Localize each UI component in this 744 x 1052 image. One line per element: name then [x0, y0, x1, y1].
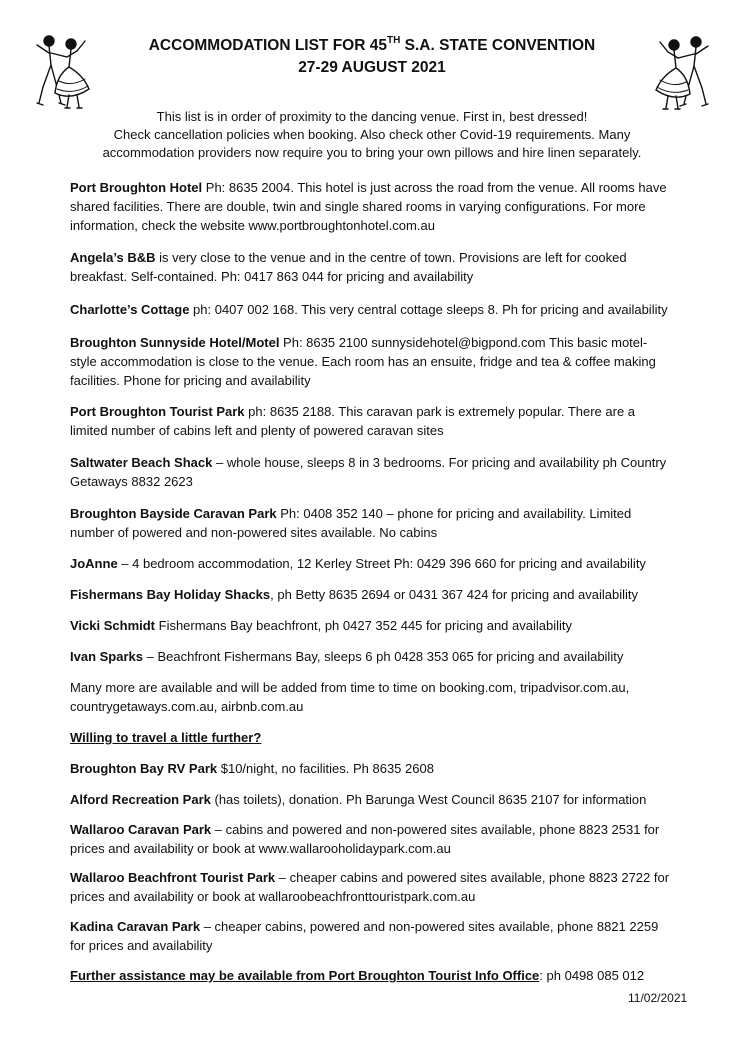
entry-text: for prices and availability: [70, 938, 213, 953]
entry-alford-recreation-park: [70, 790, 698, 809]
entry-name: Broughton Bay RV Park: [70, 761, 218, 776]
entry-name: Kadina Caravan Park: [70, 919, 201, 934]
entry-text: – cheaper cabins, powered and non-powered sites available, phone 8821 2259: [200, 919, 659, 934]
entry-text: limited number of cabins left and plenty of powered caravan sites: [70, 423, 444, 438]
entry-wallaroo-caravan-park: [70, 820, 698, 858]
entry-name: Wallaroo Caravan Park: [70, 822, 212, 837]
square-dancers-illustration-right: [652, 32, 718, 112]
entry-text: is very close to the venue and in the centre of town. Provisions are left for cooked: [155, 250, 627, 265]
entry-text: Getaways 8832 2623: [70, 474, 193, 489]
entry-name: Angela’s B&B: [70, 250, 156, 265]
section-heading: Willing to travel a little further?: [70, 730, 262, 745]
assistance-note: [70, 966, 698, 985]
entry-port-broughton-tourist-park: [70, 402, 698, 440]
entry-name: JoAnne: [70, 556, 118, 571]
intro-line: This list is in order of proximity to the dancing venue. First in, best dressed!: [156, 109, 588, 124]
entry-text: Ph: 8635 2004. This hotel is just across the road from the venue. All rooms have: [202, 180, 667, 195]
entry-broughton-bay-rv-park: [70, 759, 698, 778]
entry-name: Broughton Bayside Caravan Park: [70, 506, 277, 521]
entry-text: breakfast. Self-contained. Ph: 0417 863 044 for pricing and availability: [70, 269, 474, 284]
entry-text: – whole house, sleeps 8 in 3 bedrooms. For pricing and availability ph Country: [212, 455, 667, 470]
entry-text: Ph: 8635 2100 sunnysidehotel@bigpond.com This basic motel-: [279, 335, 648, 350]
title-text: ACCOMMODATION LIST FOR 45: [148, 37, 387, 54]
entry-name: Charlotte’s Cottage: [70, 302, 190, 317]
entry-text: (has toilets), donation. Ph Barunga West Council 8635 2107 for information: [210, 792, 647, 807]
entry-text: style accommodation is close to the venue. Each room has an ensuite, fridge and tea & coffee making: [70, 354, 656, 369]
entry-text: Fishermans Bay beachfront, ph 0427 352 445 for pricing and availability: [155, 618, 572, 633]
entry-text: ph: 0407 002 168. This very central cottage sleeps 8. Ph for pricing and availability: [189, 302, 668, 317]
more-available-note: [70, 678, 698, 716]
note-text: countrygetaways.com.au, airbnb.com.au: [70, 699, 304, 714]
assistance-text: : ph 0498 085 012: [539, 968, 645, 983]
title-text-end: S.A. STATE CONVENTION: [400, 37, 596, 54]
entry-name: Fishermans Bay Holiday Shacks: [70, 587, 271, 602]
document-date: 11/02/2021: [628, 991, 688, 1005]
entry-broughton-sunnyside: [70, 333, 698, 390]
further-section-heading: [70, 728, 698, 747]
entry-vicki-schmidt: [70, 616, 698, 635]
convention-dates: 27-29 AUGUST 2021: [298, 59, 446, 76]
note-text: Many more are available and will be added from time to time on booking.com, tripadvisor.com.au,: [70, 680, 630, 695]
entry-text: – Beachfront Fishermans Bay, sleeps 6 ph 0428 353 065 for pricing and availability: [143, 649, 624, 664]
entry-name: Ivan Sparks: [70, 649, 143, 664]
entry-text: ph: 8635 2188. This caravan park is extremely popular. There are a: [244, 404, 636, 419]
square-dancers-illustration-left: [27, 31, 93, 111]
entry-name: Port Broughton Hotel: [70, 180, 203, 195]
entry-text: information, check the website www.portbroughtonhotel.com.au: [70, 218, 435, 233]
entry-name: Saltwater Beach Shack: [70, 455, 213, 470]
entry-kadina-caravan-park: [70, 917, 698, 955]
entry-broughton-bayside: [70, 504, 698, 542]
entry-port-broughton-hotel: [70, 178, 698, 235]
entry-text: – cabins and powered and non-powered sites available, phone 8823 2531 for: [211, 822, 660, 837]
entry-angelas-bnb: [70, 248, 698, 286]
entry-text: – cheaper cabins and powered sites available, phone 8823 2722 for: [275, 870, 670, 885]
entry-text: prices and availability or book at wallaroobeachfronttouristpark.com.au: [70, 889, 476, 904]
assistance-label: Further assistance may be available from Port Broughton Tourist Info Office: [70, 968, 540, 983]
entry-text: facilities. Phone for pricing and availability: [70, 373, 311, 388]
entry-name: Wallaroo Beachfront Tourist Park: [70, 870, 276, 885]
entry-text: shared facilities. There are double, twin and single shared rooms in varying configurations. For more: [70, 199, 646, 214]
entry-name: Port Broughton Tourist Park: [70, 404, 245, 419]
entry-text: Ph: 0408 352 140 – phone for pricing and availability. Limited: [276, 506, 632, 521]
entry-text: prices and availability or book at www.wallarooholidaypark.com.au: [70, 841, 451, 856]
entry-joanne: [70, 554, 698, 573]
entry-text: number of powered and non-powered sites available. No cabins: [70, 525, 438, 540]
entry-name: Alford Recreation Park: [70, 792, 211, 807]
entry-text: , ph Betty 8635 2694 or 0431 367 424 for pricing and availability: [270, 587, 639, 602]
entry-charlottes-cottage: [70, 300, 698, 319]
entry-name: Broughton Sunnyside Hotel/Motel: [70, 335, 280, 350]
entry-wallaroo-beachfront: [70, 868, 698, 906]
intro-line: Check cancellation policies when booking. Also check other Covid-19 requirements. Many: [113, 127, 631, 142]
entry-fishermans-bay-shacks: [70, 585, 698, 604]
intro-line: accommodation providers now require you to bring your own pillows and hire linen separately.: [102, 145, 642, 160]
entry-saltwater-beach-shack: [70, 453, 698, 491]
entry-text: $10/night, no facilities. Ph 8635 2608: [217, 761, 434, 776]
entry-name: Vicki Schmidt: [70, 618, 156, 633]
title-superscript: TH: [386, 34, 401, 46]
page-title: [100, 35, 644, 57]
entry-text: – 4 bedroom accommodation, 12 Kerley Street Ph: 0429 396 660 for pricing and availability: [117, 556, 646, 571]
intro-paragraph: [70, 108, 674, 162]
entry-ivan-sparks: [70, 647, 698, 666]
